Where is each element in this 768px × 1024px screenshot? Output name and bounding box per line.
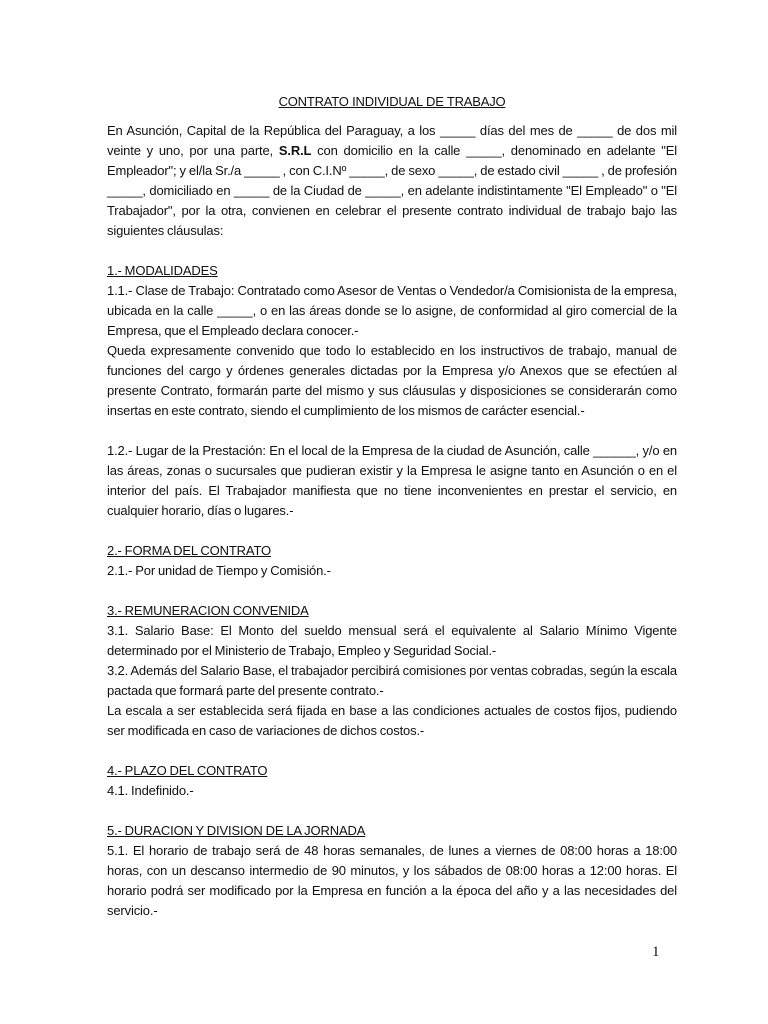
clause-3-2: 3.2. Además del Salario Base, el trabajador percibirá comisiones por ventas cobradas, según la escala pactada que formará parte del presente contrato.-: [107, 663, 677, 698]
spacer: [107, 241, 677, 261]
section-heading-jornada: 5.- DURACION Y DIVISION DE LA JORNADA: [107, 823, 366, 838]
company-name: S.R.L: [278, 143, 312, 158]
section-heading-plazo: 4.- PLAZO DEL CONTRATO: [107, 763, 268, 778]
clause-2-1: 2.1.- Por unidad de Tiempo y Comisión.-: [107, 563, 331, 578]
clause-4-1: 4.1. Indefinido.-: [107, 783, 194, 798]
spacer: [107, 801, 677, 821]
clause-5-1: 5.1. El horario de trabajo será de 48 horas semanales, de lunes a viernes de 08:00 horas a 18:00 horas, con un descanso intermedio de 90 minutos, y los sábados de 08:00 horas a 12:00 horas. El horario podrá ser modificado por la Empresa en función a la época del año y a las necesidades del servicio.-: [107, 843, 677, 918]
clause-1-1-continued: Queda expresamente convenido que todo lo establecido en los instructivos de trabajo, manual de funciones del cargo y órdenes generales dictadas por la Empresa y/o Anexos que se efectúen al presente Contrato, formarán parte del mismo y sus cláusulas y disposiciones se considerarán como insertas en este contrato, siendo el cumplimiento de los mismos de carácter esencial.-: [107, 343, 677, 418]
document-title: CONTRATO INDIVIDUAL DE TRABAJO: [278, 94, 506, 109]
intro-text-2: con domicilio en la calle _____, denominado en adelante "El Empleador"; y el/la Sr./a _____ , con C.I.Nº _____, de sexo _____, de estado civil _____ , de profesión _____, domiciliado en _____ de la Ciudad de _____, en adelante indistintamente "El Empleado" o "El Trabajador", por la otra, convienen en celebrar el presente contrato individual de trabajo bajo las siguientes cláusulas:: [107, 143, 677, 238]
spacer: [107, 741, 677, 761]
page-number: 1: [652, 944, 660, 960]
intro-text-1: En Asunción, Capital de la República del Paraguay, a los _____ días del mes de _____ de dos mil veinte y uno, por una parte,: [107, 123, 677, 158]
clause-1-1: 1.1.- Clase de Trabajo: Contratado como Asesor de Ventas o Vendedor/a Comisionista de la empresa, ubicada en la calle _____, o en las áreas donde se lo asigne, de conformidad al giro comercial de la Empresa, que el Empleado declara conocer.-: [107, 283, 677, 338]
clause-1-2: 1.2.- Lugar de la Prestación: En el local de la Empresa de la ciudad de Asunción, calle ______, y/o en las áreas, zonas o sucursales que pudieran existir y la Empresa le asigne tanto en Asunción o en el interior del país. El Trabajador manifiesta que no tiene inconvenientes en prestar el servicio, en cualquier horario, días o lugares.-: [107, 443, 677, 518]
section-heading-modalidades: 1.- MODALIDADES: [107, 263, 218, 278]
spacer: [107, 421, 677, 441]
section-heading-forma: 2.- FORMA DEL CONTRATO: [107, 543, 271, 558]
document-page: [107, 92, 677, 921]
spacer: [107, 521, 677, 541]
spacer: [107, 581, 677, 601]
intro-paragraph: [107, 121, 677, 241]
section-heading-remuneracion: 3.- REMUNERACION CONVENIDA: [107, 603, 309, 618]
clause-3-1: 3.1. Salario Base: El Monto del sueldo mensual será el equivalente al Salario Mínimo Vigente determinado por el Ministerio de Trabajo, Empleo y Seguridad Social.-: [107, 623, 677, 658]
clause-3-2-continued: La escala a ser establecida será fijada en base a las condiciones actuales de costos fijos, pudiendo ser modificada en caso de variaciones de dichos costos.-: [107, 703, 677, 738]
